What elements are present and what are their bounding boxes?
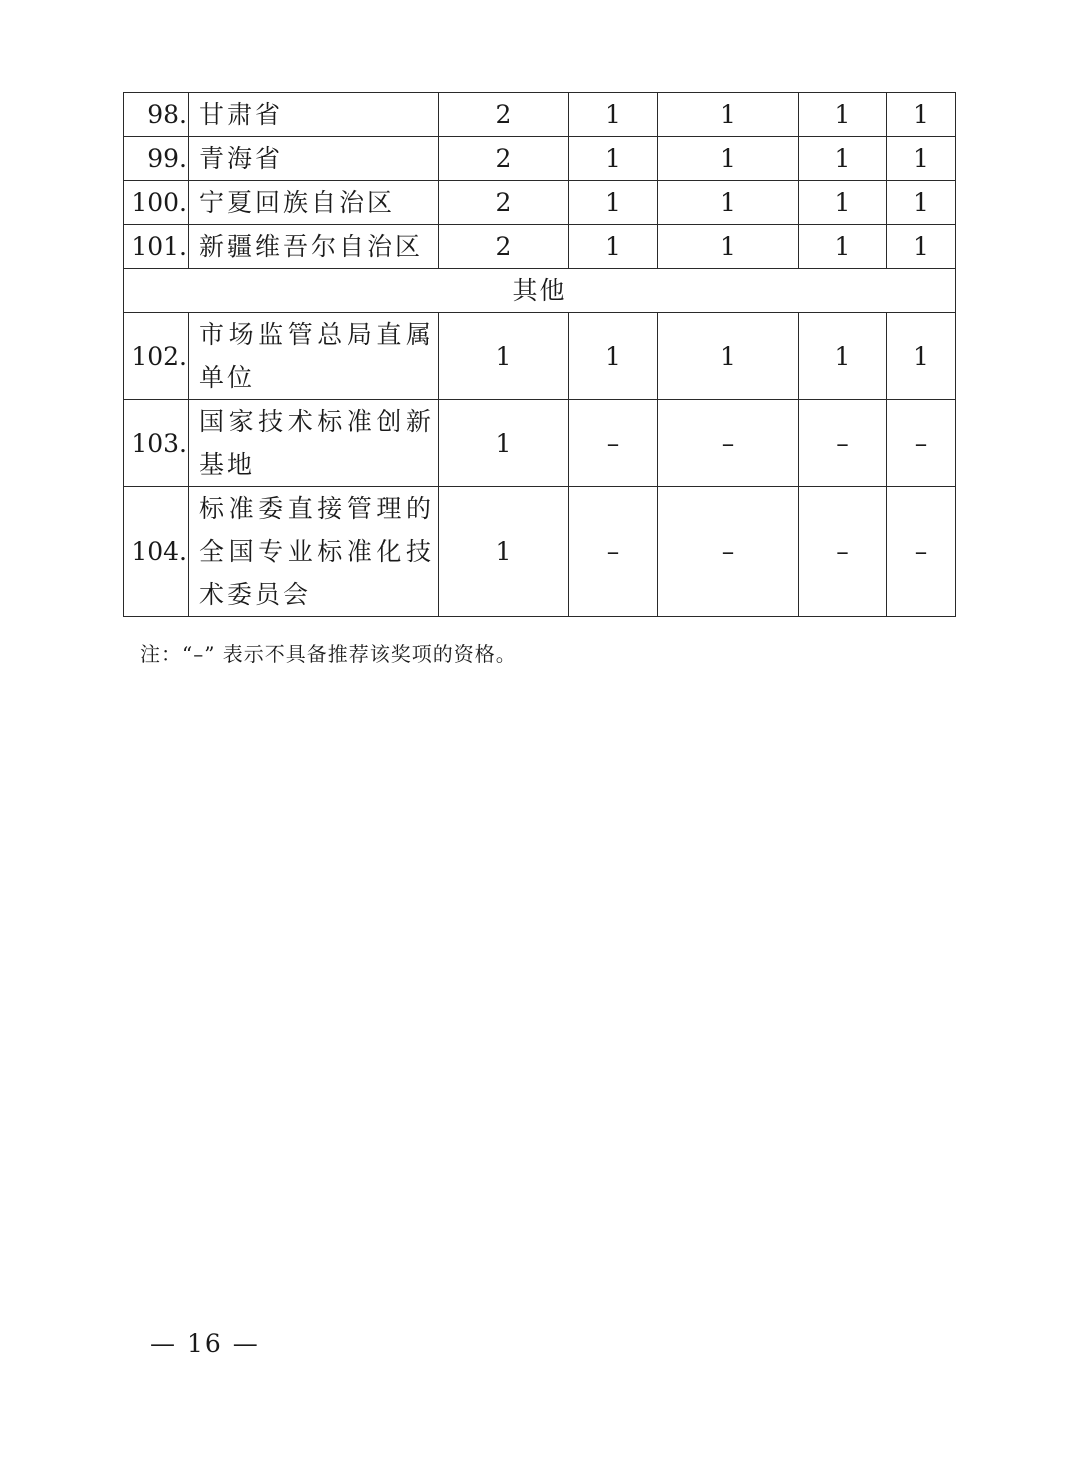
row-value: 1 (569, 313, 658, 400)
table-row (124, 225, 956, 269)
row-number: 104. (124, 487, 189, 617)
row-value: 1 (569, 137, 658, 181)
row-value: 1 (658, 225, 799, 269)
row-value: 1 (658, 181, 799, 225)
row-value: – (569, 487, 658, 617)
row-name: 标准委直接管理的全国专业标准化技术委员会 (189, 487, 439, 617)
row-value: 1 (569, 93, 658, 137)
row-value: – (799, 487, 887, 617)
award-quota-table (123, 92, 955, 617)
table-row (124, 93, 956, 137)
row-value: 1 (439, 400, 569, 487)
quota-table (123, 92, 956, 617)
row-number: 100. (124, 181, 189, 225)
row-value: 2 (439, 137, 569, 181)
row-number: 103. (124, 400, 189, 487)
row-value: – (799, 400, 887, 487)
row-value: – (887, 487, 956, 617)
row-value: 1 (887, 93, 956, 137)
row-value: 1 (569, 181, 658, 225)
page-number: — 16 — (150, 1329, 260, 1358)
row-name: 国家技术标准创新基地 (189, 400, 439, 487)
row-value: – (887, 400, 956, 487)
table-footnote: 注：“–” 表示不具备推荐该奖项的资格。 (140, 642, 517, 666)
row-name: 青海省 (189, 137, 439, 181)
row-value: 2 (439, 93, 569, 137)
row-value: 1 (799, 313, 887, 400)
row-name: 新疆维吾尔自治区 (189, 225, 439, 269)
row-number: 99. (124, 137, 189, 181)
row-value: 1 (658, 313, 799, 400)
row-name: 宁夏回族自治区 (189, 181, 439, 225)
row-value: 1 (887, 137, 956, 181)
table-row (124, 181, 956, 225)
row-value: 1 (658, 93, 799, 137)
table-row (124, 137, 956, 181)
row-value: 1 (569, 225, 658, 269)
row-value: 1 (887, 313, 956, 400)
table-row (124, 313, 956, 400)
row-number: 102. (124, 313, 189, 400)
row-value: 1 (799, 181, 887, 225)
row-value: 2 (439, 181, 569, 225)
table-row (124, 487, 956, 617)
table-row (124, 400, 956, 487)
row-value: 1 (658, 137, 799, 181)
row-number: 98. (124, 93, 189, 137)
row-name: 甘肃省 (189, 93, 439, 137)
row-value: – (569, 400, 658, 487)
row-value: 1 (439, 487, 569, 617)
row-value: 1 (799, 225, 887, 269)
row-value: 1 (887, 181, 956, 225)
row-value: 2 (439, 225, 569, 269)
row-value: – (658, 487, 799, 617)
row-number: 101. (124, 225, 189, 269)
row-value: – (658, 400, 799, 487)
row-value: 1 (799, 93, 887, 137)
row-value: 1 (799, 137, 887, 181)
section-label-other: 其他 (124, 269, 956, 313)
row-value: 1 (887, 225, 956, 269)
row-name: 市场监管总局直属单位 (189, 313, 439, 400)
section-row (124, 269, 956, 313)
row-value: 1 (439, 313, 569, 400)
